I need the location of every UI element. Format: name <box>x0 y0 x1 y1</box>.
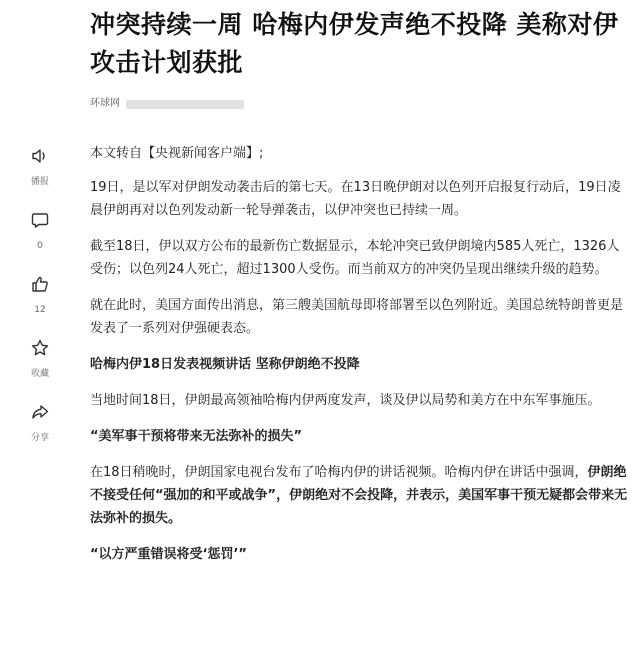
listen-label: 播报 <box>30 177 49 187</box>
comment-icon <box>30 210 50 230</box>
paragraph-bold-text: 伊朗绝不接受任何“强加的和平或战争”，伊朗绝对不会投降，并表示，美国军事干预无疑都会带来无法弥补的损失。 <box>90 465 628 526</box>
thumbs-up-icon <box>30 274 50 294</box>
article-source <box>90 96 244 112</box>
section-heading: 哈梅内伊18日发表视频讲话 坚称伊朗绝不投降 <box>90 357 360 372</box>
like-button[interactable] <box>20 274 60 316</box>
article-body <box>90 142 630 579</box>
share-button[interactable] <box>20 402 60 444</box>
share-icon <box>30 402 50 422</box>
paragraph-text: 在18日稍晚时，伊朗国家电视台发布了哈梅内伊的讲话视频。哈梅内伊在讲话中强调， <box>90 465 588 480</box>
star-icon <box>30 338 50 358</box>
share-label: 分享 <box>30 433 49 443</box>
listen-button[interactable] <box>20 146 60 188</box>
paragraph: 截至18日，伊以双方公布的最新伤亡数据显示，本轮冲突已致伊朗境内585人死亡，1326人受伤；以色列24人死亡，超过1300人受伤。而当前双方的冲突仍呈现出继续升级的趋势。 <box>90 239 620 277</box>
source-meta-blurred <box>126 100 244 109</box>
article-title: 冲突持续一周 哈梅内伊发声绝不投降 美称对伊攻击计划获批 <box>90 10 619 77</box>
paragraph: 19日，是以军对伊朗发动袭击后的第七天。在13日晚伊朗对以色列开启报复行动后，19日凌晨伊朗再对以色列发动新一轮导弹袭击，以伊冲突也已持续一周。 <box>90 180 621 218</box>
comment-button[interactable] <box>20 210 60 252</box>
paragraph <box>90 461 630 530</box>
source-name[interactable]: 环球网 <box>90 98 120 109</box>
favorite-label: 收藏 <box>30 369 49 379</box>
paragraph: 就在此时，美国方面传出消息，第三艘美国航母即将部署至以色列附近。美国总统特朗普更是发表了一系列对伊强硬表态。 <box>90 298 624 336</box>
section-heading: “以方严重错误将受‘惩罚’” <box>90 547 247 562</box>
paragraph-repost-note: 本文转自【央视新闻客户端】; <box>90 146 264 161</box>
speaker-icon <box>30 146 50 166</box>
section-heading: “美军事干预将带来无法弥补的损失” <box>90 429 303 444</box>
comment-count: 0 <box>37 241 43 251</box>
favorite-button[interactable] <box>20 338 60 380</box>
like-count: 12 <box>34 305 46 315</box>
paragraph: 当地时间18日，伊朗最高领袖哈梅内伊两度发声，谈及伊以局势和美方在中东军事施压。 <box>90 393 601 408</box>
